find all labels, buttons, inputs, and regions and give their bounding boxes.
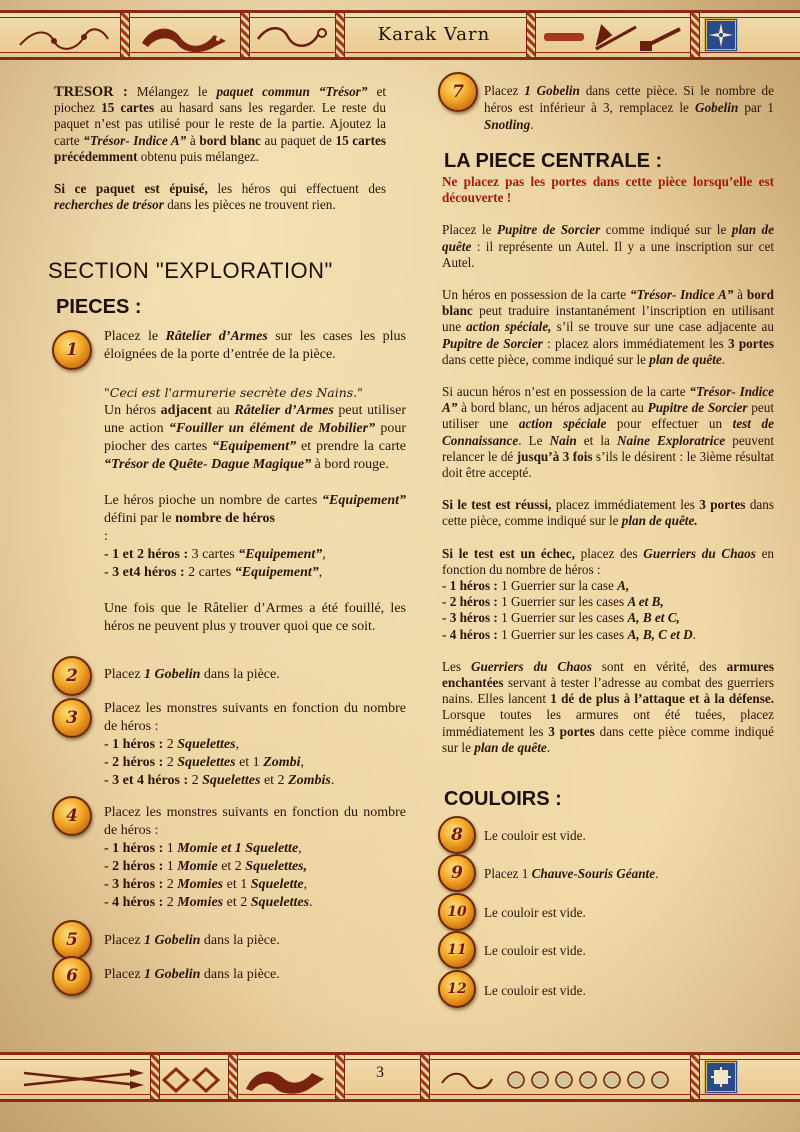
text: Guerriers du Chaos [643, 545, 756, 561]
central-block [442, 174, 774, 756]
text: Squelettes [202, 773, 261, 788]
header-divider [120, 13, 130, 57]
text: Les [442, 658, 471, 674]
text: 1 Guerrier sur les cases [497, 594, 628, 610]
text: - 1 héros : [442, 578, 498, 594]
text: 3 portes [699, 497, 746, 513]
text: au [211, 403, 235, 418]
text: - 3 et 4 héros : [104, 773, 189, 788]
text: Nain [549, 432, 577, 448]
text: plan de quête [649, 351, 722, 367]
scroll-icon [252, 19, 332, 57]
text: - 2 héros : [104, 755, 164, 770]
text: - 3 héros : [442, 610, 498, 626]
text: Momies [177, 895, 224, 910]
text: 3 cartes [188, 547, 239, 562]
room4-list-item [104, 840, 406, 858]
text: peuvent relancer le dé [442, 432, 774, 464]
header-divider [240, 13, 250, 57]
text: plan de quête. [621, 513, 698, 529]
marker-number: 8 [451, 825, 463, 845]
flourish-icon [14, 19, 114, 57]
text: sont en vérité, des [591, 658, 727, 674]
corridor-marker-8 [438, 816, 476, 854]
text: à bord blanc, un héros adjacent au [457, 400, 648, 416]
text: , [298, 841, 302, 856]
room-marker-3 [52, 698, 92, 738]
text: - 1 et 2 héros : [104, 547, 189, 562]
corridor-10-text: Le couloir est vide. [484, 905, 586, 920]
text: “Equipement” [238, 547, 323, 562]
text: Lorsque toutes les armures ont été tuées, placez immédiatement les [442, 707, 774, 739]
room1-list-item [104, 546, 406, 564]
text: défini par le [104, 511, 176, 526]
text: “Equipement” [321, 493, 406, 508]
text: et 1 [223, 877, 251, 892]
text: 1 Gobelin [144, 967, 201, 982]
text: dans la pièce. [200, 667, 280, 682]
text: et 2 [223, 895, 251, 910]
text: comme indiqué sur le [600, 222, 732, 238]
text: au hasard sans les regarder. Le reste du paquet n’est pas utilisé pour le reste de la partie. Ajoutez la carte [54, 100, 386, 148]
text: 1 dé de plus à l’attaque et à la défense. [550, 691, 774, 707]
text: , [303, 877, 308, 892]
text: “Trésor de Quête- Dague Magique” [104, 457, 312, 472]
text: Squelettes [177, 737, 236, 752]
text: dans les pièces ne trouvent rien. [163, 197, 336, 213]
central-list-item [442, 578, 774, 594]
central-paragraph [442, 659, 774, 756]
text: et la [576, 432, 617, 448]
text: Un héros [104, 403, 161, 418]
central-list-item [442, 610, 774, 626]
text: . [309, 895, 313, 910]
marker-number: 4 [66, 806, 78, 826]
text: A, B et C, [627, 610, 680, 626]
text: “Equipement” [234, 565, 319, 580]
room-marker-5 [52, 920, 92, 960]
text: Squelettes [250, 895, 310, 910]
corridor-8-text: Le couloir est vide. [484, 828, 586, 843]
central-paragraph [442, 222, 774, 271]
text: obtenu puis mélangez. [137, 148, 260, 164]
marker-number: 9 [451, 863, 463, 883]
header-title: Karak Varn [377, 24, 491, 45]
text: 2 cartes [184, 565, 235, 580]
central-paragraph [442, 287, 774, 368]
text: placez des [574, 545, 644, 561]
room-marker-4 [52, 796, 92, 836]
text: : il représente un Autel. Il y a une inscription sur cet Autel. [442, 238, 774, 270]
room3-list-item [104, 754, 406, 772]
text: recherches de trésor [54, 197, 164, 213]
arrows-icon [18, 1061, 148, 1099]
dragon-icon [240, 1061, 330, 1099]
marker-number: 12 [447, 981, 467, 997]
header-divider [690, 13, 700, 57]
text: Si ce paquet est épuisé, [54, 181, 208, 197]
text: placez immédiatement les [551, 497, 700, 513]
text: - 1 héros : [104, 737, 164, 752]
corridor-11-text: Le couloir est vide. [484, 943, 586, 958]
marker-number: 1 [66, 340, 78, 360]
text: 1 Guerrier sur les cases [497, 610, 628, 626]
text: “Fouiller un élément de Mobilier” [168, 421, 376, 436]
text: action spéciale, [466, 319, 552, 335]
text: : [104, 529, 108, 544]
tresor-block [54, 84, 386, 213]
text: Placez le [442, 222, 497, 238]
text: et piochez [54, 84, 386, 116]
room-marker-2 [52, 656, 92, 696]
room5-text [104, 932, 406, 950]
text: et 2 [217, 859, 246, 874]
text: et 2 [260, 773, 289, 788]
text: Momies [177, 877, 224, 892]
text: Chauve-Souris Géante [531, 866, 656, 881]
room1-paragraph: Une fois que le Râtelier d’Armes a été fouillé, les héros ne peuvent plus y trouver quoi que ce soit. [104, 601, 406, 634]
section-title: SECTION "EXPLORATION" [48, 258, 333, 283]
text: . [721, 351, 726, 367]
text: paquet commun “Trésor” [216, 84, 368, 99]
corridor-marker-10 [438, 893, 476, 931]
room-marker-1 [52, 330, 92, 370]
text: , [322, 547, 326, 562]
text: adjacent [160, 403, 212, 418]
text: “Trésor- Indice A” [629, 287, 734, 303]
text: Squelettes [177, 755, 236, 770]
text: test de Connaissance [442, 416, 775, 448]
page-number: 3 [376, 1064, 384, 1081]
skulls-icon [436, 1061, 686, 1099]
text: Zombis [288, 773, 331, 788]
compass-icon [704, 1060, 738, 1094]
text: Zombi [263, 755, 301, 770]
text: Râtelier d’Armes [234, 403, 334, 418]
footer-divider [690, 1055, 700, 1099]
text: 2 [163, 895, 178, 910]
text: peut traduire instantanément l’inscription en utilisant une [442, 303, 774, 335]
room3-list-item [104, 736, 406, 754]
text: Placez 1 [484, 866, 532, 881]
text: plan de quête [442, 222, 774, 254]
footer-divider [420, 1055, 430, 1099]
text: s’ils le désirent : le 3ième résultat doit être accepté. [442, 448, 775, 481]
text: “Trésor- Indice A” [442, 384, 775, 416]
marker-number: 3 [66, 708, 78, 728]
text: armures enchantées [442, 658, 775, 691]
text: 1 Guerrier sur les cases [497, 626, 628, 642]
text: Placez [104, 933, 145, 948]
text: Pupitre de Sorcier [442, 335, 543, 351]
text: Un héros en possession de la carte [442, 287, 630, 303]
room2-text [104, 666, 406, 684]
text: Pupitre de Sorcier [647, 400, 748, 416]
room1-list-item [104, 564, 406, 582]
text: 1 Gobelin [144, 933, 201, 948]
room1-paragraph [104, 328, 406, 364]
text: - 2 héros : [104, 859, 164, 874]
text: 2 [163, 737, 178, 752]
text: bord blanc [199, 132, 261, 148]
tresor-paragraph [54, 181, 386, 213]
central-paragraph [442, 497, 774, 529]
text: 15 cartes [101, 100, 155, 116]
text: sur les cases les plus éloignées de la porte d’entrée de la pièce. [104, 329, 406, 362]
marker-number: 10 [447, 904, 467, 920]
marker-number: 11 [447, 942, 467, 958]
text: à [186, 132, 200, 148]
text: plan de quête [474, 739, 547, 755]
central-warning: Ne placez pas les portes dans cette pièce lorsqu’elle est découverte ! [442, 174, 774, 206]
text: . [530, 117, 534, 132]
text: en fonction du nombre de héros : [442, 545, 775, 577]
marker-number: 5 [66, 930, 78, 950]
central-paragraph [442, 546, 774, 578]
footer-divider [228, 1055, 238, 1099]
text: : placez alors immédiatement les [542, 335, 728, 351]
room1-text [104, 328, 406, 636]
corridor-9-text [484, 865, 658, 882]
footer-divider [150, 1055, 160, 1099]
text: Pupitre de Sorcier [496, 222, 601, 238]
couloirs-title: COULOIRS : [444, 788, 562, 810]
room3-intro: Placez les monstres suivants en fonction du nombre de héros : [104, 701, 406, 734]
header-divider [335, 13, 345, 57]
text: dans cette pièce comme indiqué sur le [442, 723, 774, 755]
room4-text [104, 804, 406, 912]
marker-number: 7 [452, 82, 464, 102]
text: les héros qui effectuent des [207, 181, 386, 197]
text: Momie et 1 Squelette [177, 841, 299, 856]
text: peut utiliser une action [104, 403, 407, 436]
text: au paquet de [260, 132, 336, 148]
text: 2 [163, 755, 178, 770]
corridor-12-text: Le couloir est vide. [484, 983, 586, 998]
text: Naine Exploratrice [616, 432, 726, 448]
text: dans cette pièce, comme indiqué sur le [442, 497, 774, 529]
text: et 1 [235, 755, 264, 770]
text: “Equipement” [212, 439, 297, 454]
text: dans la pièce. [200, 967, 280, 982]
text: action spéciale [518, 416, 607, 432]
text: Gobelin [695, 100, 739, 115]
text: Mélangez le [127, 84, 217, 99]
text: Si aucun héros n’est en possession de la carte [442, 384, 690, 400]
text: bord blanc [442, 287, 774, 319]
corridor-marker-12 [438, 970, 476, 1008]
text: . [692, 626, 696, 642]
diamonds-icon [160, 1061, 224, 1099]
text: à bord rouge. [311, 457, 389, 472]
text: dans la pièce. [200, 933, 280, 948]
text: A et B, [627, 594, 664, 610]
text: Placez le [104, 329, 166, 344]
text: Si le test est un échec, [442, 545, 575, 561]
central-list-item [442, 594, 774, 610]
text: Râtelier d’Armes [165, 329, 268, 344]
text: , [300, 755, 305, 770]
text: à [733, 287, 747, 303]
room3-list-item [104, 772, 406, 790]
dragon-icon [134, 19, 234, 57]
header-divider [526, 13, 536, 57]
marker-number: 6 [66, 966, 78, 986]
text: dans cette pièce. Si le nombre de héros est inférieur à 3, remplacez le [484, 83, 774, 115]
room6-text [104, 966, 406, 984]
corridor-marker-9 [438, 854, 476, 892]
room4-intro: Placez les monstres suivants en fonction du nombre de héros : [104, 805, 406, 838]
text: - 3 et4 héros : [104, 565, 185, 580]
room4-list-item [104, 894, 406, 912]
text: , [235, 737, 240, 752]
text: Squelettes, [245, 859, 308, 874]
text: peut utiliser une [442, 400, 774, 432]
text: 2 [163, 877, 178, 892]
room4-list-item [104, 858, 406, 876]
text: dans cette pièce, comme indiqué sur le [442, 351, 650, 367]
room3-text [104, 700, 406, 790]
text: - 1 héros : [104, 841, 164, 856]
text: . [546, 739, 551, 755]
room1-paragraph [104, 402, 406, 474]
text: , [318, 565, 323, 580]
text: 3 portes [727, 335, 774, 351]
text: 1 Gobelin [524, 83, 580, 98]
text: s’il se trouve sur une case adjacente au [551, 319, 774, 335]
pieces-title: PIECES : [56, 296, 142, 318]
room-marker-6 [52, 956, 92, 996]
text: 1 [163, 841, 178, 856]
text: . [655, 866, 659, 881]
text: Momie [177, 859, 218, 874]
text: . Le [518, 432, 550, 448]
tresor-label: TRESOR : [54, 84, 128, 100]
room1-quote: "Ceci est l'armurerie secrète des Nains." [104, 385, 363, 400]
corridor-marker-11 [438, 931, 476, 969]
central-list-item [442, 627, 774, 643]
text: “Trésor- Indice A” [83, 132, 187, 148]
text: . [330, 773, 335, 788]
text: 1 Guerrier sur la case [497, 578, 618, 594]
text: Placez [104, 967, 145, 982]
text: Le héros pioche un nombre de cartes [104, 493, 322, 508]
central-title: LA PIECE CENTRALE : [444, 150, 663, 172]
text: Squelette [250, 877, 304, 892]
text: 1 Gobelin [144, 667, 201, 682]
tresor-paragraph [54, 84, 386, 165]
room1-paragraph [104, 492, 406, 546]
text: 1 [163, 859, 178, 874]
text: Si le test est réussi, [442, 497, 552, 513]
text: - 4 héros : [442, 626, 498, 642]
text: Placez [484, 83, 525, 98]
room-marker-7 [438, 72, 478, 112]
footer-divider [335, 1055, 345, 1099]
text: Guerriers du Chaos [470, 658, 592, 674]
text: pour effectuer un [606, 416, 733, 432]
compass-icon [704, 18, 738, 52]
text: - 4 héros : [104, 895, 164, 910]
room4-list-item [104, 876, 406, 894]
room7-text [484, 82, 774, 133]
text: 3 portes [548, 723, 595, 739]
text: Snotling [484, 117, 531, 132]
text: nombre de héros [175, 511, 275, 526]
weapons-icon [540, 19, 686, 57]
footer-band [0, 1052, 800, 1102]
text: - 2 héros : [442, 594, 498, 610]
central-paragraph [442, 384, 774, 481]
text: A, [617, 578, 630, 594]
text: et prendre la carte [296, 439, 406, 454]
marker-number: 2 [66, 666, 78, 686]
text: par 1 [738, 100, 774, 115]
text: jusqu’à 3 fois [516, 448, 593, 464]
text: 15 cartes précédemment [54, 132, 386, 164]
text: servant à tester l’adresse au combat des guerriers nains. Elles lancent [442, 675, 774, 707]
text: A, B, C et D [627, 626, 693, 642]
text: Placez [104, 667, 145, 682]
text: - 3 héros : [104, 877, 164, 892]
text: pour piocher des cartes [104, 421, 406, 454]
text: 2 [188, 773, 203, 788]
